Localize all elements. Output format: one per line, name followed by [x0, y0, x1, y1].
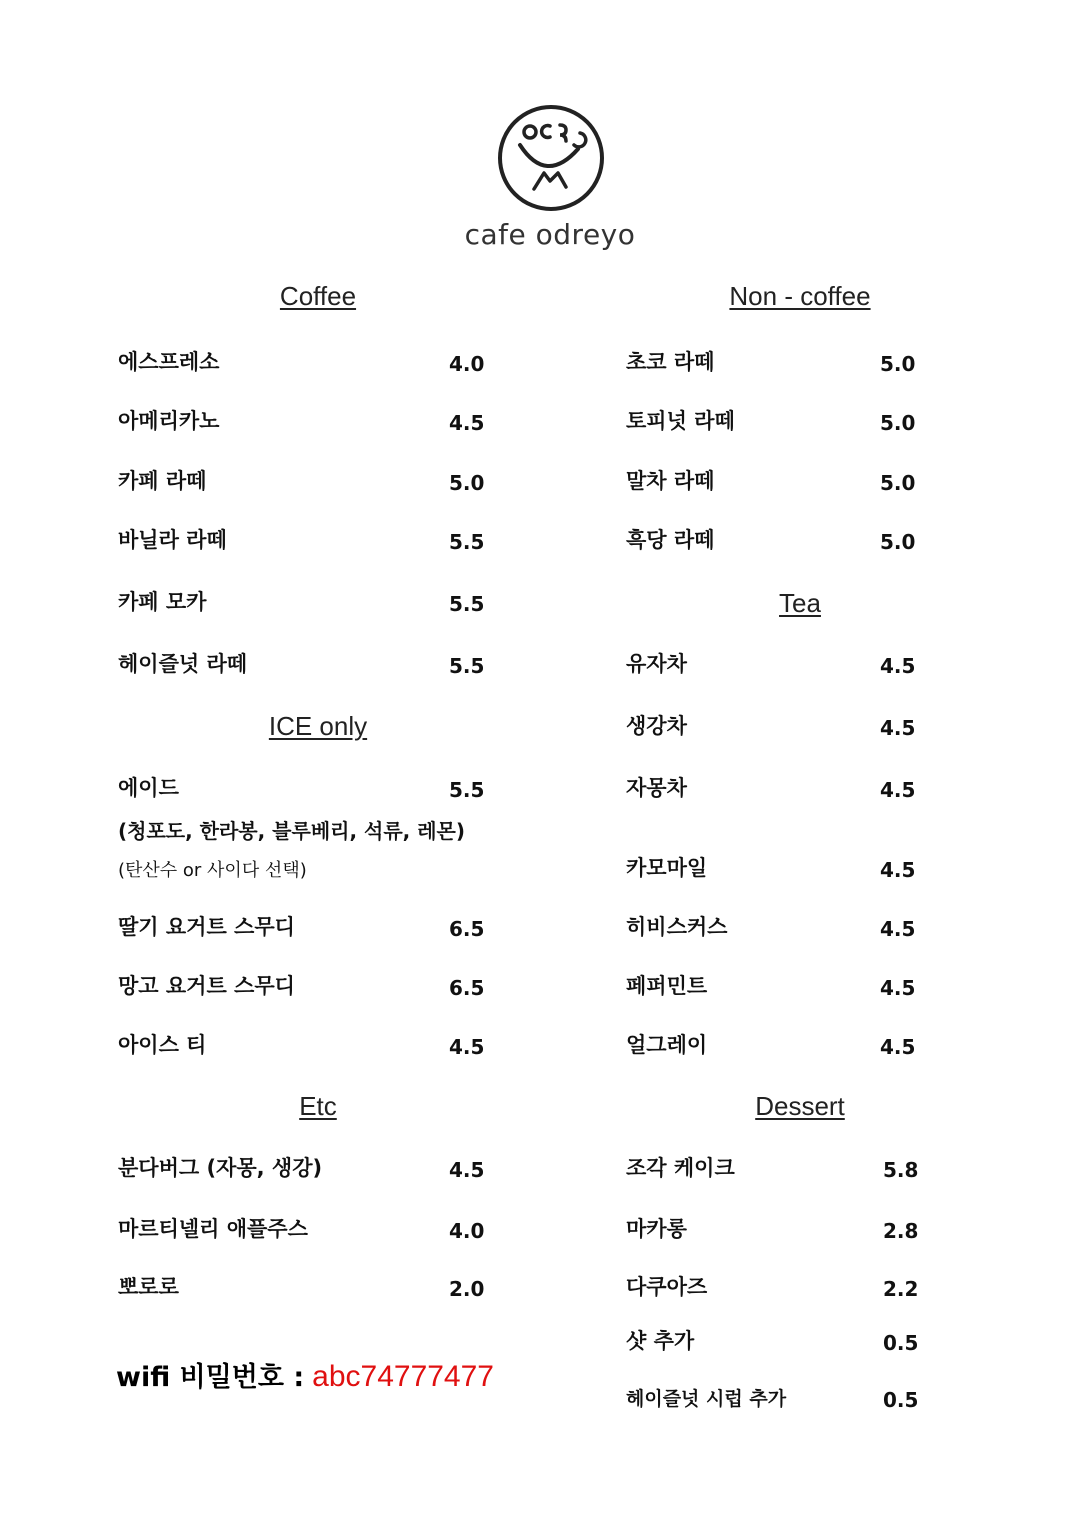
ade-flavors: (청포도, 한라봉, 블루베리, 석류, 레몬)	[118, 819, 466, 843]
menu-item: 분다버그 (자몽, 생강)	[118, 1156, 323, 1180]
menu-item: 마카롱	[626, 1217, 687, 1241]
menu-item: 자몽차	[626, 776, 687, 800]
menu-price: 4.5	[880, 858, 916, 882]
menu-price: 5.0	[880, 411, 916, 435]
menu-item: 페퍼민트	[626, 974, 708, 998]
menu-item: 얼그레이	[626, 1033, 708, 1057]
section-title-tea: Tea	[779, 588, 821, 618]
menu-price: 5.0	[449, 471, 485, 495]
menu-price: 5.0	[880, 352, 916, 376]
menu-item: 초코 라떼	[626, 350, 715, 374]
menu-item: 아이스 티	[118, 1033, 207, 1057]
menu-item: 딸기 요거트 스무디	[118, 915, 295, 939]
menu-item: 히비스커스	[626, 915, 728, 939]
wifi-label: wifi 비밀번호 :	[116, 1362, 305, 1393]
menu-price: 4.5	[449, 411, 485, 435]
menu-item: 헤이즐넛 라떼	[118, 652, 248, 676]
menu-price: 5.5	[449, 592, 485, 616]
menu-item: 흑당 라떼	[626, 528, 715, 552]
menu-price: 6.5	[449, 917, 485, 941]
menu-item: 다쿠아즈	[626, 1275, 708, 1299]
section-title-ice-only: ICE only	[268, 711, 368, 741]
menu-price: 5.5	[449, 654, 485, 678]
menu-price: 5.0	[880, 530, 916, 554]
menu-price: 0.5	[883, 1388, 919, 1412]
menu-price: 6.5	[449, 976, 485, 1000]
menu-price: 0.5	[883, 1331, 919, 1355]
menu-item: 망고 요거트 스무디	[118, 974, 295, 998]
menu-item: 카모마일	[626, 856, 708, 880]
brand-name: cafe odreyo	[464, 218, 636, 251]
wifi-info	[116, 1355, 494, 1394]
ade-option: (탄산수 or 사이다 선택)	[118, 860, 307, 881]
menu-item: 에스프레소	[118, 350, 220, 374]
menu-item: 토피넛 라떼	[626, 409, 735, 433]
cafe-logo-icon	[496, 103, 606, 213]
menu-price: 4.5	[880, 778, 916, 802]
menu-item: 헤이즐넛 시럽 추가	[626, 1388, 787, 1410]
menu-price: 2.8	[883, 1219, 919, 1243]
menu-item: 아메리카노	[118, 409, 220, 433]
menu-item: 뽀로로	[118, 1275, 179, 1299]
menu-item-ade: 에이드	[118, 776, 179, 800]
menu-price: 4.0	[449, 1219, 485, 1243]
menu-item: 말차 라떼	[626, 469, 715, 493]
menu-price: 4.5	[880, 1035, 916, 1059]
menu-item: 카페 모카	[118, 590, 207, 614]
menu-price: 5.0	[880, 471, 916, 495]
menu-price: 4.5	[880, 716, 916, 740]
section-title-etc: Etc	[299, 1091, 337, 1121]
wifi-password: abc74777477	[312, 1360, 494, 1393]
menu-item: 샷 추가	[626, 1329, 695, 1353]
menu-item: 생강차	[626, 714, 687, 738]
menu-price: 4.5	[449, 1035, 485, 1059]
menu-item: 유자차	[626, 652, 687, 676]
menu-price: 4.5	[449, 1158, 485, 1182]
menu-price: 4.5	[880, 917, 916, 941]
menu-price: 5.5	[449, 530, 485, 554]
menu-item: 카페 라떼	[118, 469, 207, 493]
menu-price: 4.5	[880, 976, 916, 1000]
menu-price: 5.5	[449, 778, 485, 802]
menu-item: 바닐라 라떼	[118, 528, 227, 552]
menu-price: 2.2	[883, 1277, 919, 1301]
menu-item: 마르티넬리 애플주스	[118, 1217, 308, 1241]
section-title-coffee: Coffee	[279, 281, 357, 311]
menu-price: 5.8	[883, 1158, 919, 1182]
menu-price: 4.5	[880, 654, 916, 678]
menu-price: 4.0	[449, 352, 485, 376]
section-title-non-coffee: Non - coffee	[729, 281, 871, 311]
menu-item: 조각 케이크	[626, 1156, 735, 1180]
section-title-dessert: Dessert	[755, 1091, 845, 1121]
menu-price: 2.0	[449, 1277, 485, 1301]
